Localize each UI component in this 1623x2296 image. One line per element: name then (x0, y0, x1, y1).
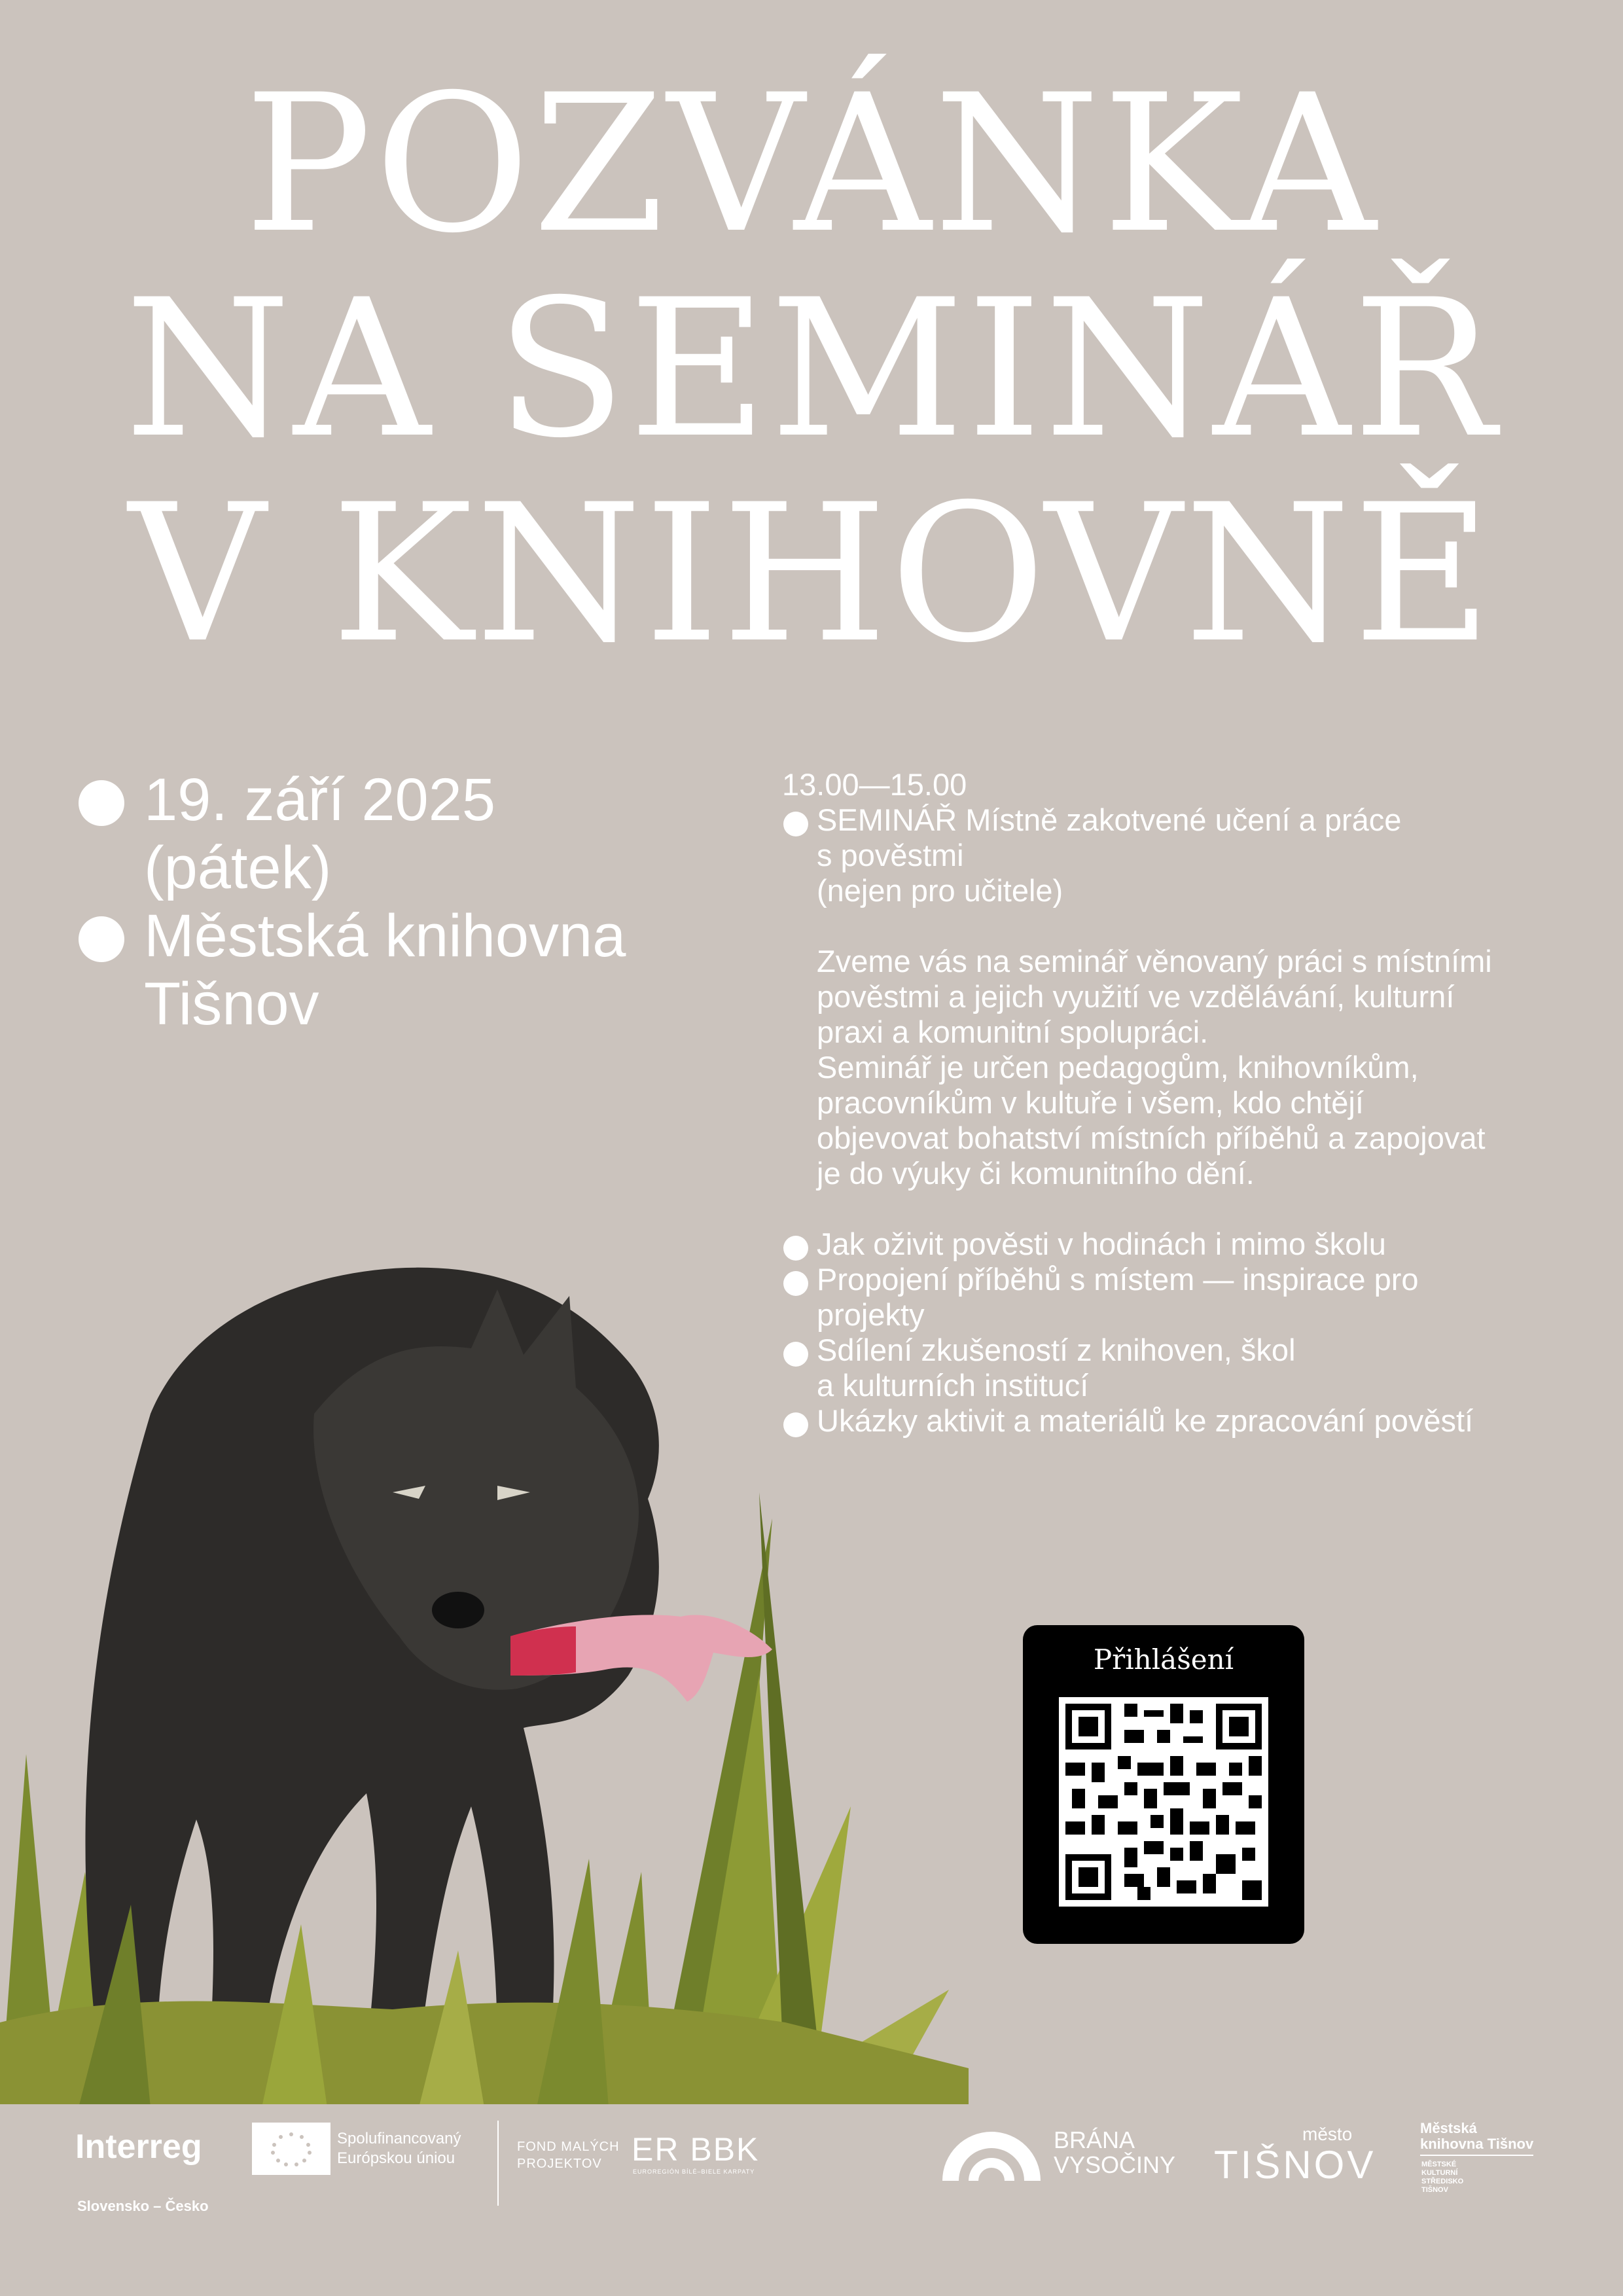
library-sub-4: TIŠNOV (1421, 2186, 1448, 2194)
event-day-text: (pátek) (144, 834, 332, 901)
event-place-line1: Městská knihovna (144, 903, 626, 969)
eu-cofinanced-text (337, 2129, 461, 2168)
interreg-logo: Interreg (75, 2128, 202, 2166)
eu-line-1: Spolufinancovaný (337, 2130, 461, 2147)
erbbk-subtitle: EUROREGIÓN BÍLÉ–BIELE KARPATY (633, 2168, 755, 2175)
desc-line: pověstmi a jejich využití ve vzdělávání, kulturní (817, 979, 1455, 1014)
footer-logos (0, 2104, 1623, 2296)
eu-line-2: Európskou úniou (337, 2149, 455, 2167)
fund-text (517, 2138, 620, 2172)
page-title (0, 54, 1623, 685)
library-sub-2: KULTURNÍ (1421, 2169, 1458, 2177)
topic-text: projekty (817, 1297, 925, 1332)
brana-vysociny-arch-icon (939, 2125, 1044, 2184)
footer-divider (497, 2121, 499, 2206)
seminar-title (782, 802, 1580, 908)
library-line-1: Městská (1420, 2120, 1477, 2136)
seminar-line1: SEMINÁŘ Místně zakotvené učení a práce (817, 802, 1402, 837)
desc-line: objevovat bohatství místních příběhů a zapojovat (817, 1121, 1486, 1155)
brana-line-1: BRÁNA (1054, 2126, 1135, 2153)
registration-label: Přihlášení (1093, 1643, 1234, 1676)
bullet-dot-icon (783, 812, 808, 836)
program-time: 13.00—15.00 (782, 767, 967, 802)
title-line-1: POZVÁNKA (244, 54, 1379, 275)
fund-line-2: PROJEKTOV (517, 2157, 602, 2171)
brana-vysociny-logo (1054, 2128, 1175, 2178)
event-place (79, 902, 626, 1038)
brana-line-2: VYSOČINY (1054, 2151, 1176, 2178)
event-date-text: 19. září 2025 (144, 766, 496, 833)
topic-text: a kulturních institucí (817, 1368, 1089, 1403)
bullet-dot-icon (79, 916, 124, 962)
topic-text: Propojení příběhů s místem — inspirace pro (817, 1262, 1419, 1297)
event-place-line2: Tišnov (144, 971, 319, 1037)
title-line-2: NA SEMINÁŘ (124, 259, 1499, 480)
event-date (79, 766, 626, 902)
library-sub-1: MĚSTSKÉ (1421, 2161, 1457, 2168)
topic-text: Sdílení zkušeností z knihoven, škol (817, 1333, 1296, 1367)
library-sub-3: STŘEDISKO (1421, 2178, 1464, 2185)
seminar-line3: (nejen pro učitele) (817, 873, 1063, 908)
library-line-2: knihovna Tišnov (1420, 2136, 1533, 2156)
seminar-line2: s pověstmi (817, 838, 964, 872)
wolf-shape (85, 1268, 772, 2055)
tisnov-logo: TIŠNOV (1214, 2143, 1376, 2187)
desc-line: Seminář je určen pedagogům, knihovníkům, (817, 1050, 1419, 1085)
desc-line: pracovníkům v kultuře i všem, kdo chtějí (817, 1085, 1364, 1120)
erbbk-logo: ER BBK (632, 2131, 760, 2168)
region-text: Slovensko – Česko (77, 2198, 209, 2214)
topic-text: Jak oživit pověsti v hodinách i mimo školu (817, 1227, 1386, 1261)
title-line-3: V KNIHOVNĚ (128, 464, 1495, 685)
desc-line: praxi a komunitní spolupráci. (817, 1014, 1209, 1049)
library-subtext (1421, 2161, 1463, 2195)
bullet-dot-icon (79, 780, 124, 826)
desc-line: Zveme vás na seminář věnovaný práci s místními (817, 944, 1492, 978)
fund-line-1: FOND MALÝCH (517, 2140, 620, 2154)
registration-qr-card[interactable] (1023, 1625, 1304, 1944)
library-logo (1420, 2121, 1533, 2156)
desc-line: je do výuky či komunitního dění. (817, 1156, 1255, 1191)
qr-code-icon[interactable] (1059, 1697, 1268, 1907)
mesto-text: město (1302, 2124, 1353, 2144)
eu-flag-icon (252, 2123, 330, 2175)
topic-text: Ukázky aktivit a materiálů ke zpracování pověstí (817, 1403, 1474, 1438)
wolf-illustration (0, 1217, 982, 2108)
event-info (79, 766, 626, 1038)
